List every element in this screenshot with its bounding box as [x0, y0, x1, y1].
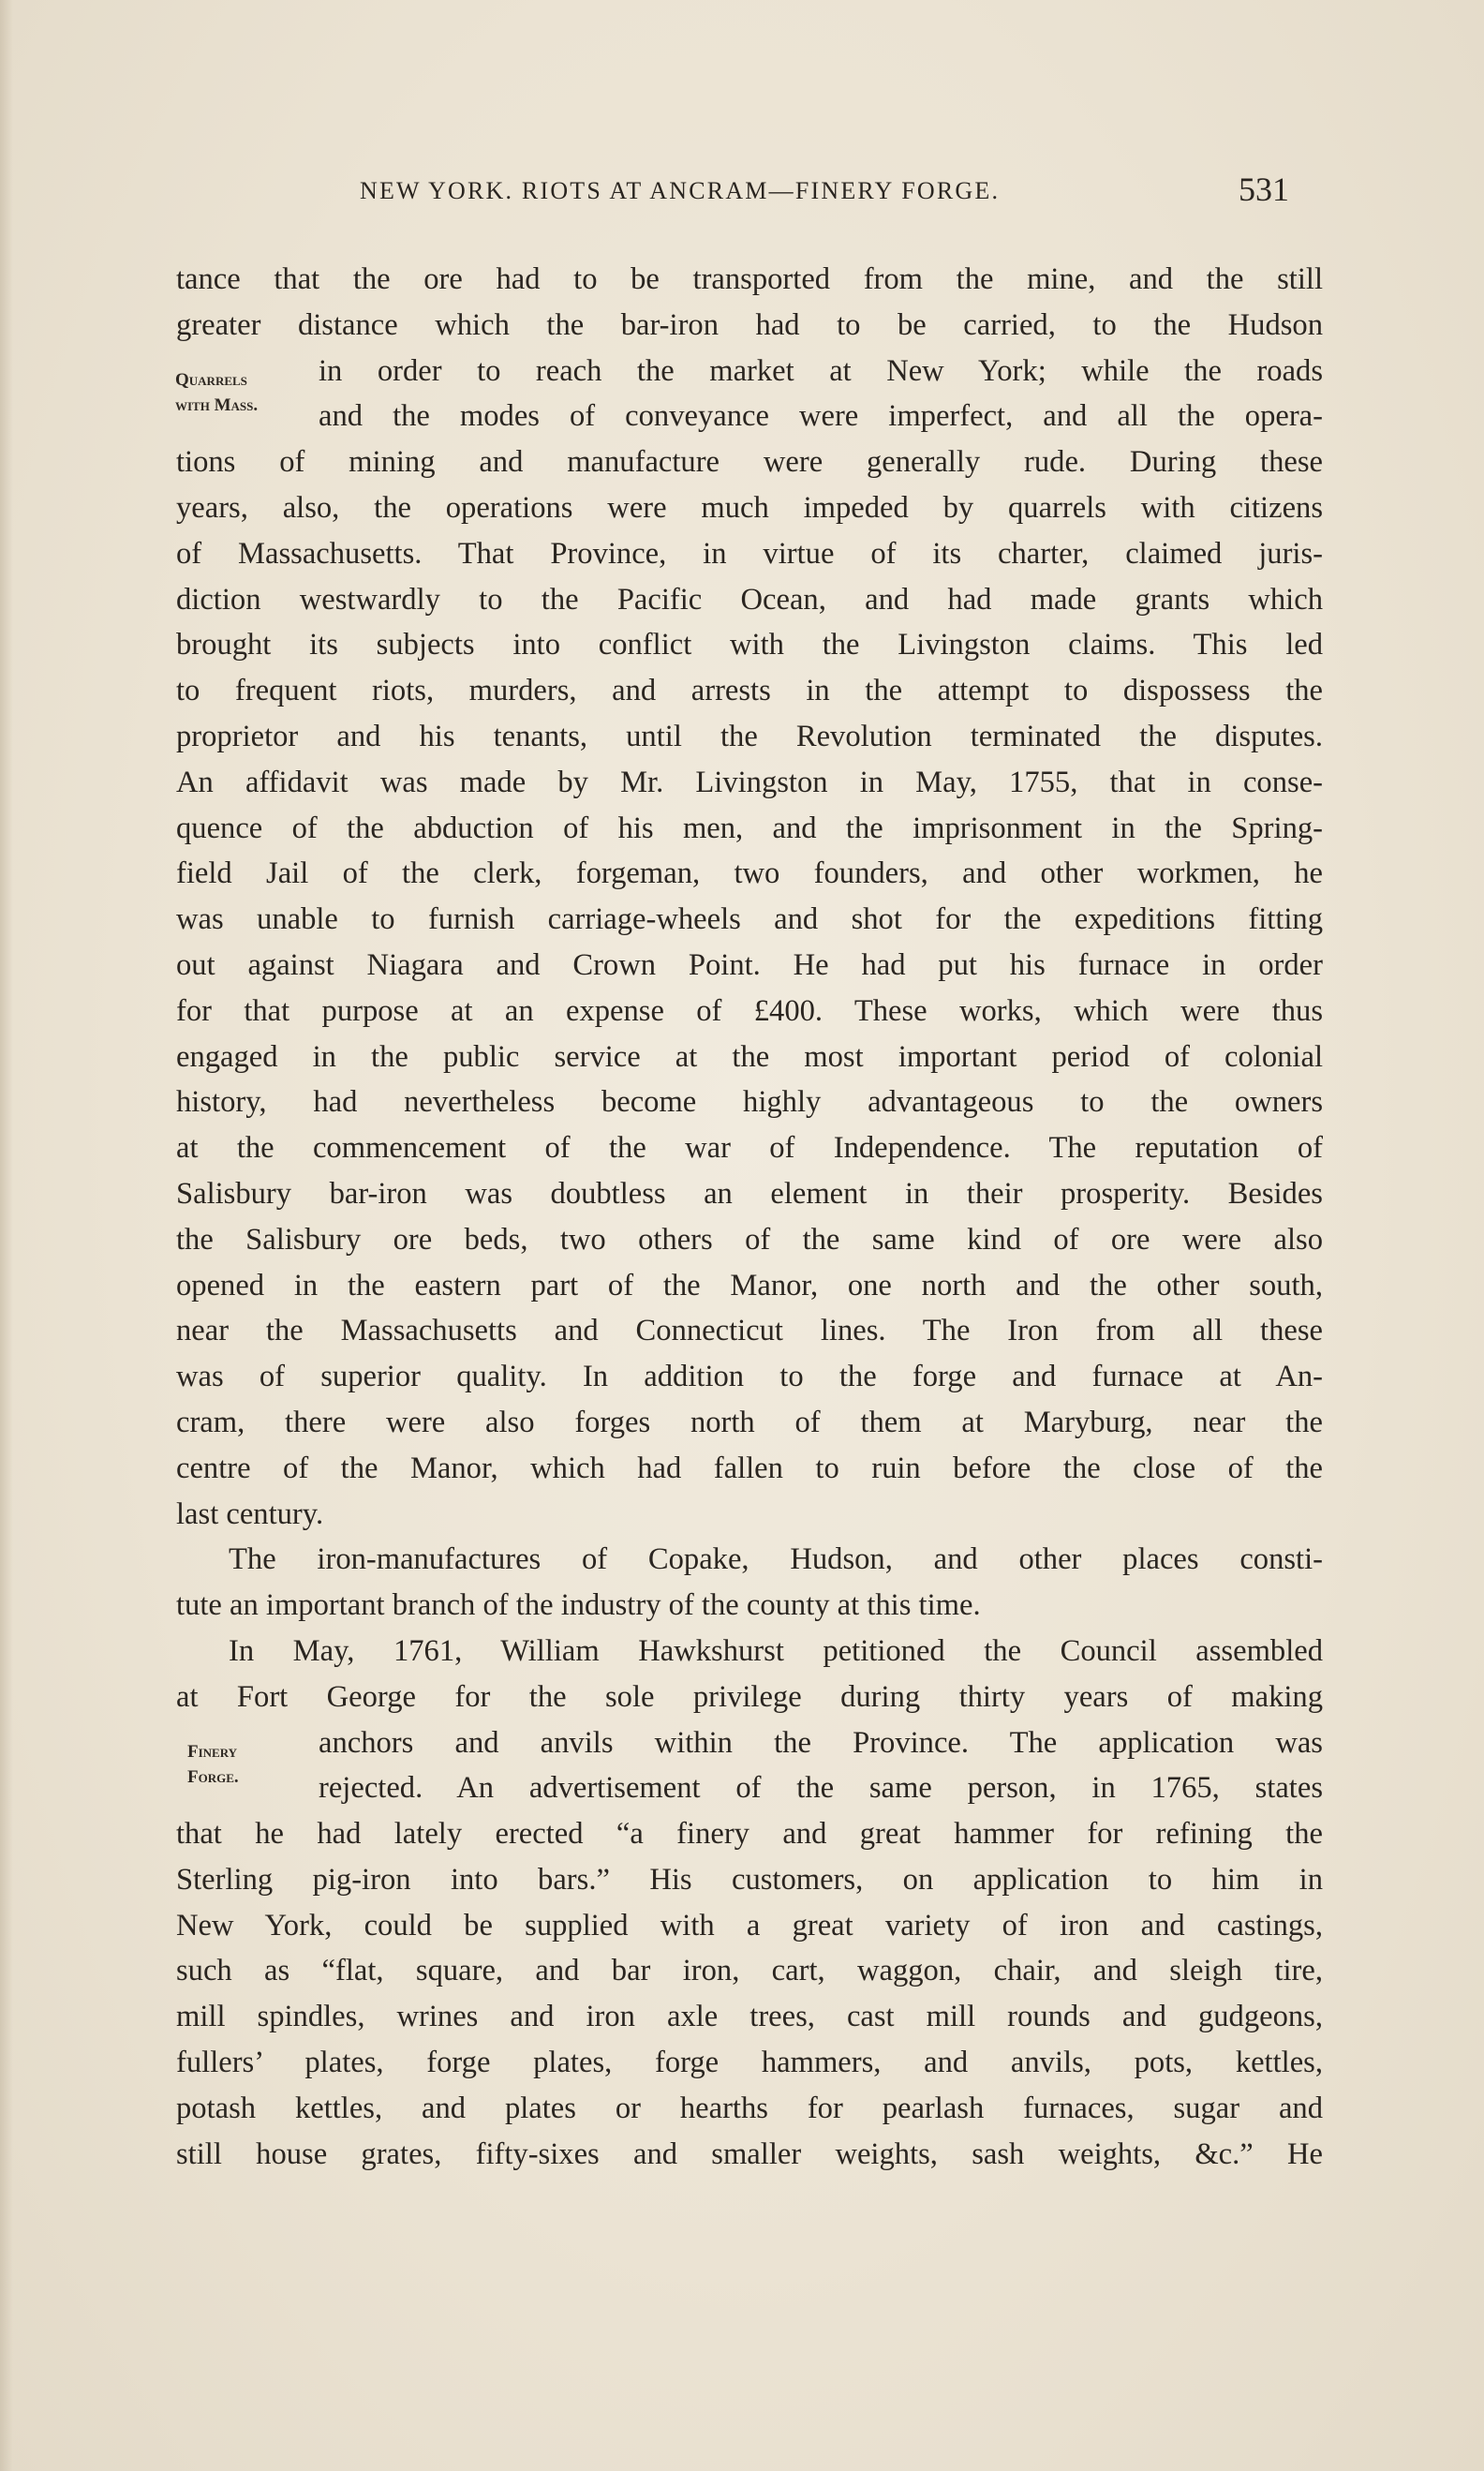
- text-line: cram, there were also forges north of them at Maryburg, near the: [176, 1405, 1323, 1439]
- text-line: at the commencement of the war of Independence. The reputation of: [176, 1131, 1323, 1166]
- text-line: The iron-manufactures of Copake, Hudson, and other places consti-: [229, 1542, 1323, 1577]
- page-edge-shadow: [0, 0, 13, 2471]
- text-line: opened in the eastern part of the Manor, one north and the other south,: [176, 1268, 1323, 1302]
- text-line: New York, could be supplied with a great variety of iron and castings,: [176, 1908, 1323, 1943]
- text-line: centre of the Manor, which had fallen to ruin before the close of the: [176, 1451, 1323, 1485]
- text-line: field Jail of the clerk, forgeman, two founders, and other workmen, he: [176, 856, 1323, 891]
- text-line: near the Massachusetts and Connecticut lines. The Iron from all these: [176, 1314, 1323, 1348]
- text-line: such as “flat, square, and bar iron, cart, waggon, chair, and sleigh tire,: [176, 1954, 1323, 1988]
- text-line: quence of the abduction of his men, and the imprisonment in the Spring-: [176, 811, 1323, 845]
- text-line: proprietor and his tenants, until the Revolution terminated the disputes.: [176, 719, 1323, 753]
- text-line: still house grates, fifty-sixes and smaller weights, sash weights, &c.” He: [176, 2136, 1323, 2171]
- margin-note-line: Quarrels: [175, 370, 247, 390]
- text-line: fullers’ plates, forge plates, forge hammers, and anvils, pots, kettles,: [176, 2046, 1323, 2080]
- text-line: to frequent riots, murders, and arrests in the attempt to dispossess the: [176, 674, 1323, 708]
- text-line: tute an important branch of the industry of the county at this time.: [176, 1588, 981, 1623]
- text-line: tance that the ore had to be transported from the mine, and the still: [176, 262, 1323, 296]
- text-line: and the modes of conveyance were imperfect, and all the opera-: [319, 399, 1323, 434]
- text-line: An affidavit was made by Mr. Livingston in May, 1755, that in conse-: [176, 765, 1323, 799]
- text-line: anchors and anvils within the Province. The application was: [319, 1725, 1323, 1760]
- text-line: at Fort George for the sole privilege during thirty years of making: [176, 1679, 1323, 1714]
- text-line: for that purpose at an expense of £400. These works, which were thus: [176, 993, 1323, 1028]
- text-line: potash kettles, and plates or hearths for pearlash furnaces, sugar and: [176, 2091, 1323, 2125]
- text-line: out against Niagara and Crown Point. He had put his furnace in order: [176, 947, 1323, 982]
- margin-note-line: Finery: [187, 1742, 238, 1762]
- running-head: [0, 170, 1484, 216]
- page-number: 531: [1239, 171, 1289, 208]
- margin-note-line: with Mass.: [175, 395, 259, 415]
- text-line: greater distance which the bar-iron had to be carried, to the Hudson: [176, 307, 1323, 342]
- text-line: that he had lately erected “a finery and great hammer for refining the: [176, 1817, 1323, 1852]
- body-text: [176, 257, 1323, 2177]
- text-line: was unable to furnish carriage-wheels and shot for the expeditions fitting: [176, 902, 1323, 937]
- text-line: years, also, the operations were much impeded by quarrels with citizens: [176, 490, 1323, 525]
- text-line: mill spindles, wrines and iron axle trees, cast mill rounds and gudgeons,: [176, 2000, 1323, 2034]
- text-line: the Salisbury ore beds, two others of the same kind of ore were also: [176, 1222, 1323, 1257]
- text-line: last century.: [176, 1496, 324, 1531]
- text-line: rejected. An advertisement of the same person, in 1765, states: [319, 1771, 1323, 1806]
- text-line: of Massachusetts. That Province, in virtue of its charter, claimed juris-: [176, 536, 1323, 571]
- text-line: history, had nevertheless become highly advantageous to the owners: [176, 1085, 1323, 1120]
- text-line: was of superior quality. In addition to the forge and furnace at An-: [176, 1360, 1323, 1394]
- text-line: tions of mining and manufacture were generally rude. During these: [176, 445, 1323, 480]
- text-line: Salisbury bar-iron was doubtless an element in their prosperity. Besides: [176, 1176, 1323, 1211]
- text-line: In May, 1761, William Hawkshurst petitioned the Council assembled: [229, 1633, 1323, 1668]
- text-line: in order to reach the market at New York; while the roads: [319, 353, 1323, 388]
- margin-note-line: Forge.: [187, 1767, 239, 1787]
- text-line: diction westwardly to the Pacific Ocean, and had made grants which: [176, 582, 1323, 617]
- text-line: brought its subjects into conflict with the Livingston claims. This led: [176, 628, 1323, 662]
- running-head-title: NEW YORK. RIOTS AT ANCRAM—FINERY FORGE.: [360, 177, 1001, 204]
- text-line: engaged in the public service at the most important period of colonial: [176, 1039, 1323, 1074]
- text-line: Sterling pig-iron into bars.” His customers, on application to him in: [176, 1862, 1323, 1897]
